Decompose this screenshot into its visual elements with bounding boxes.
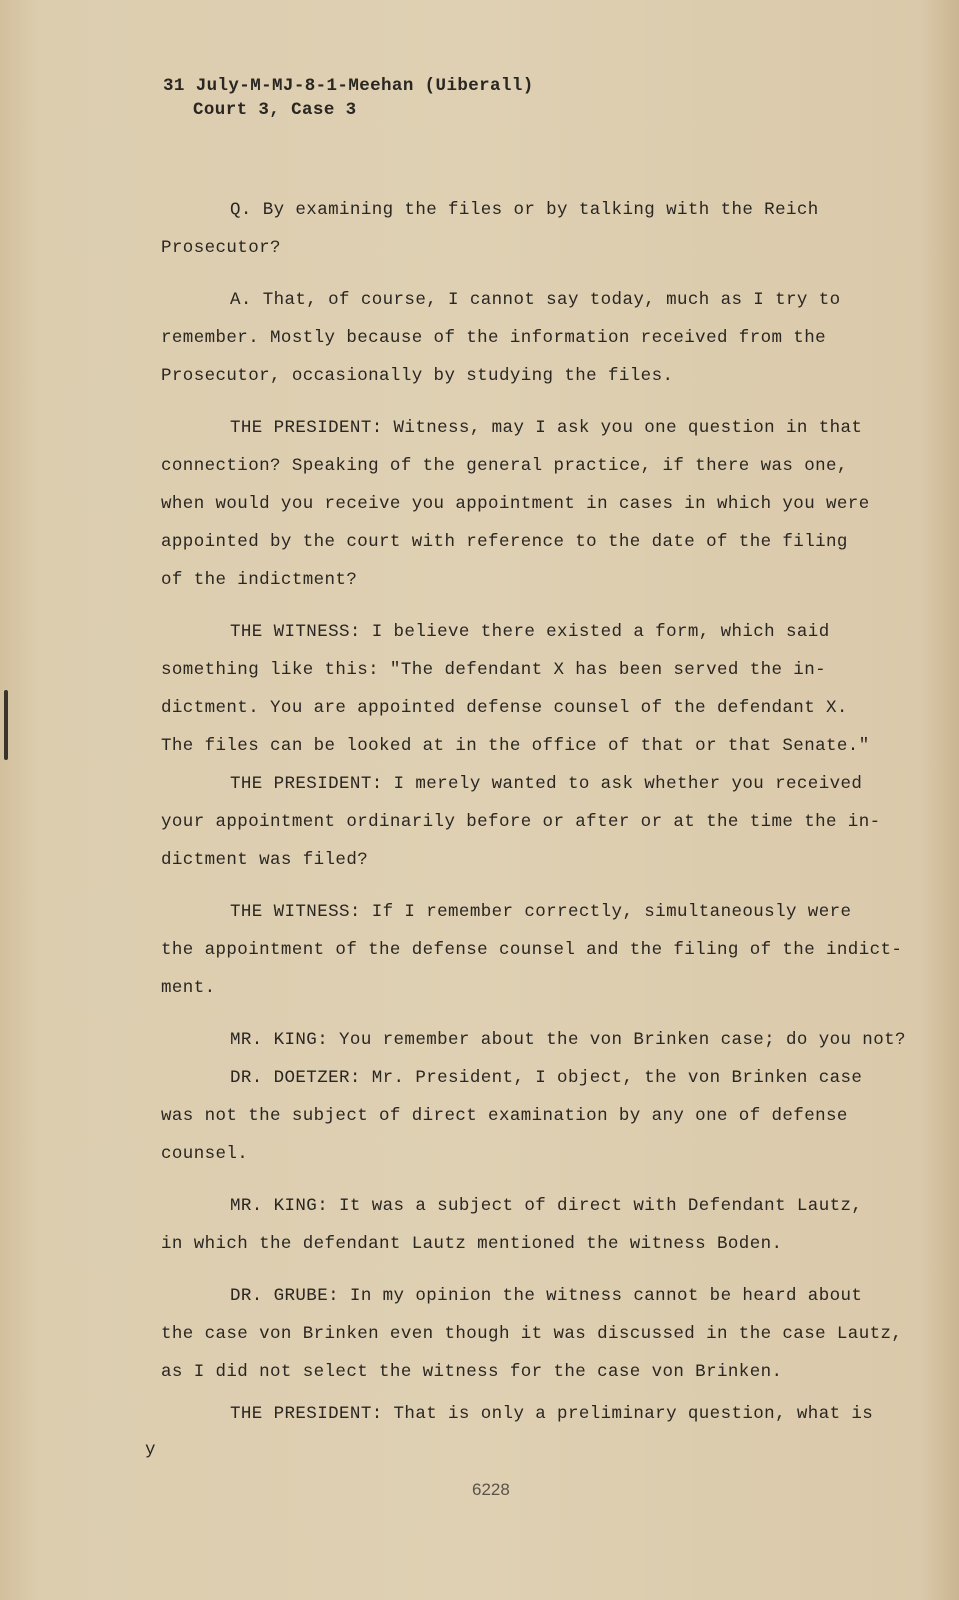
header-line-1: 31 July-M-MJ-8-1-Meehan (Uiberall) — [163, 76, 534, 96]
text-line: MR. KING: You remember about the von Brinken case; do you not? — [230, 1030, 906, 1050]
text-line: when would you receive you appointment in cases in which you were — [161, 494, 870, 514]
text-line: ment. — [161, 978, 216, 998]
text-line: Prosecutor, occasionally by studying the files. — [161, 366, 674, 386]
text-line: the appointment of the defense counsel and the filing of the indict- — [161, 940, 903, 960]
text-line: of the indictment? — [161, 570, 358, 590]
text-line: appointed by the court with reference to the date of the filing — [161, 532, 848, 552]
text-line: remember. Mostly because of the information received from the — [161, 328, 827, 348]
text-line: Prosecutor? — [161, 238, 281, 258]
text-line: DR. DOETZER: Mr. President, I object, the von Brinken case — [230, 1068, 863, 1088]
page-number: 6228 — [472, 1480, 510, 1499]
header-line-2: Court 3, Case 3 — [193, 100, 357, 120]
text-line: your appointment ordinarily before or after or at the time the in- — [161, 812, 881, 832]
text-line: THE WITNESS: I believe there existed a form, which said — [230, 622, 830, 642]
text-line: dictment. You are appointed defense counsel of the defendant X. — [161, 698, 848, 718]
text-line: was not the subject of direct examination by any one of defense — [161, 1106, 848, 1126]
text-line: MR. KING: It was a subject of direct with Defendant Lautz, — [230, 1196, 863, 1216]
text-line: DR. GRUBE: In my opinion the witness cannot be heard about — [230, 1286, 863, 1306]
text-line: The files can be looked at in the office of that or that Senate." — [161, 736, 870, 756]
edge-mark — [4, 690, 8, 760]
text-line: in which the defendant Lautz mentioned the witness Boden. — [161, 1234, 783, 1254]
text-line: something like this: "The defendant X has been served the in- — [161, 660, 827, 680]
text-line: THE WITNESS: If I remember correctly, simultaneously were — [230, 902, 852, 922]
text-line: THE PRESIDENT: That is only a preliminary question, what is — [230, 1404, 874, 1424]
text-line: the case von Brinken even though it was discussed in the case Lautz, — [161, 1324, 903, 1344]
text-line: counsel. — [161, 1144, 249, 1164]
text-line: THE PRESIDENT: Witness, may I ask you one question in that — [230, 418, 863, 438]
text-line: as I did not select the witness for the case von Brinken. — [161, 1362, 783, 1382]
text-line: connection? Speaking of the general practice, if there was one, — [161, 456, 848, 476]
text-line: y — [145, 1440, 156, 1460]
text-line: Q. By examining the files or by talking with the Reich — [230, 200, 819, 220]
text-line: dictment was filed? — [161, 850, 369, 870]
text-line: THE PRESIDENT: I merely wanted to ask whether you received — [230, 774, 863, 794]
text-line: A. That, of course, I cannot say today, much as I try to — [230, 290, 841, 310]
